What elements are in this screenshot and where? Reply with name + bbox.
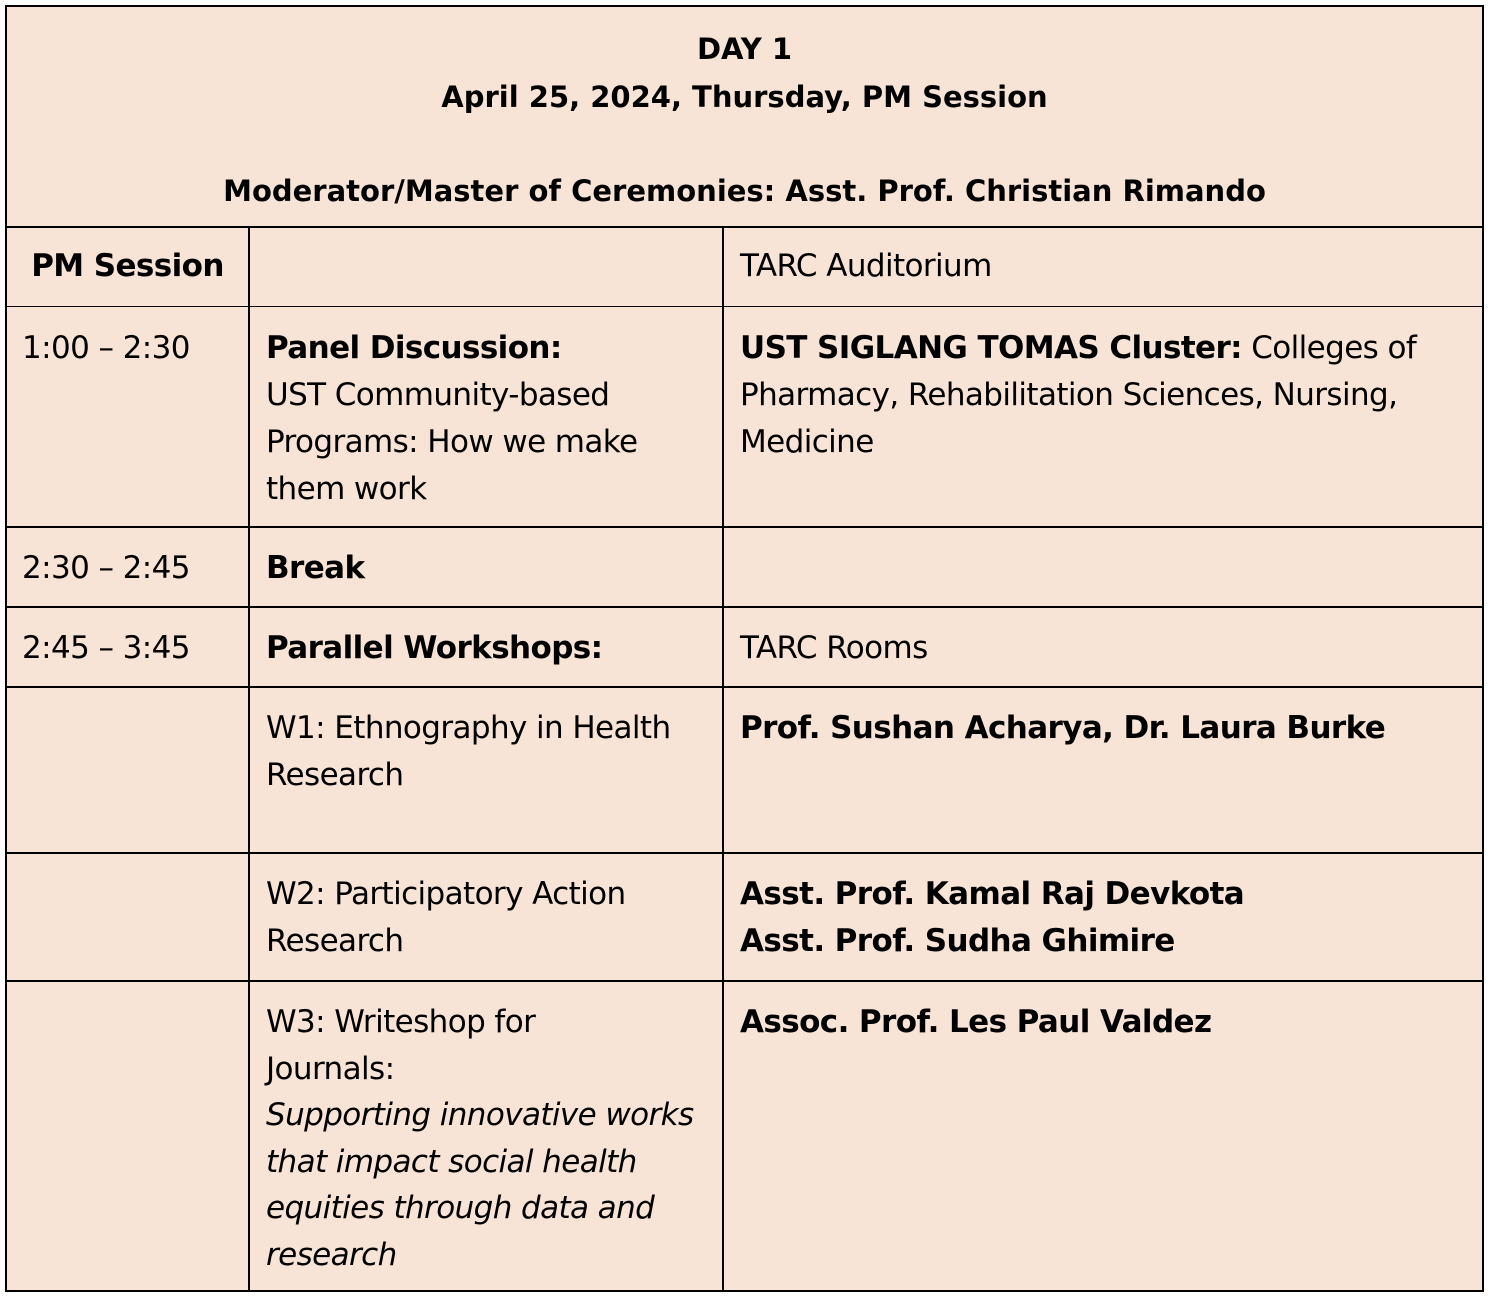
activity-line: UST Community-based — [266, 377, 610, 413]
schedule-table — [5, 5, 1484, 1292]
activity-line: them work — [266, 471, 427, 507]
row-divider — [7, 980, 1482, 982]
time-cell: 2:45 – 3:45 — [22, 630, 190, 666]
activity-italic-line: research — [266, 1236, 397, 1273]
session-column-header: PM Session — [31, 248, 224, 284]
activity-line: Research — [266, 923, 404, 959]
table-header — [7, 7, 1482, 227]
time-cell: 2:30 – 2:45 — [22, 550, 190, 586]
time-cell: 1:00 – 2:30 — [22, 330, 190, 366]
moderator-line: Moderator/Master of Ceremonies: Asst. Prof. Christian Rimando — [223, 174, 1266, 208]
activity-line: Programs: How we make — [266, 424, 638, 460]
activity-italic-line: that impact social health — [266, 1143, 637, 1180]
speaker-line: Asst. Prof. Sudha Ghimire — [740, 923, 1175, 959]
activity-cell — [266, 871, 716, 965]
activity-line: Research — [266, 757, 404, 793]
row-divider — [7, 606, 1482, 608]
details-text: Colleges of — [1241, 330, 1417, 366]
row-divider — [7, 226, 1482, 228]
column-divider — [248, 226, 250, 1292]
details-cell — [740, 325, 1475, 466]
row-divider — [7, 852, 1482, 854]
activity-italic-line: Supporting innovative works — [266, 1097, 694, 1133]
activity-line: Journals: — [266, 1050, 395, 1087]
speaker-line: Asst. Prof. Kamal Raj Devkota — [740, 876, 1245, 912]
speaker-cell — [740, 871, 1475, 965]
activity-line: W2: Participatory Action — [266, 876, 626, 912]
activity-cell — [266, 705, 716, 799]
row-divider — [7, 526, 1482, 528]
activity-italic-line: equities through data and — [266, 1190, 655, 1226]
column-divider — [722, 226, 724, 1292]
details-line — [740, 325, 1475, 372]
row-divider — [7, 306, 1482, 307]
speaker-cell: Prof. Sushan Acharya, Dr. Laura Burke — [740, 710, 1386, 746]
venue-column-header: TARC Auditorium — [740, 248, 992, 284]
details-line: Medicine — [740, 424, 874, 460]
activity-title: Parallel Workshops: — [266, 630, 603, 666]
activity-line: W1: Ethnography in Health — [266, 710, 671, 746]
session-date: April 25, 2024, Thursday, PM Session — [441, 80, 1048, 114]
row-divider — [7, 686, 1482, 688]
day-title: DAY 1 — [696, 32, 792, 66]
activity-cell — [266, 325, 716, 513]
details-line: Pharmacy, Rehabilitation Sciences, Nursing, — [740, 377, 1398, 413]
cluster-name: UST SIGLANG TOMAS Cluster: — [740, 330, 1242, 366]
venue-cell: TARC Rooms — [740, 630, 928, 666]
activity-title: Break — [266, 550, 365, 586]
activity-title: Panel Discussion: — [266, 330, 562, 366]
activity-line: W3: Writeshop for — [266, 1004, 536, 1040]
speaker-cell: Assoc. Prof. Les Paul Valdez — [740, 1004, 1212, 1040]
activity-cell — [266, 999, 718, 1278]
